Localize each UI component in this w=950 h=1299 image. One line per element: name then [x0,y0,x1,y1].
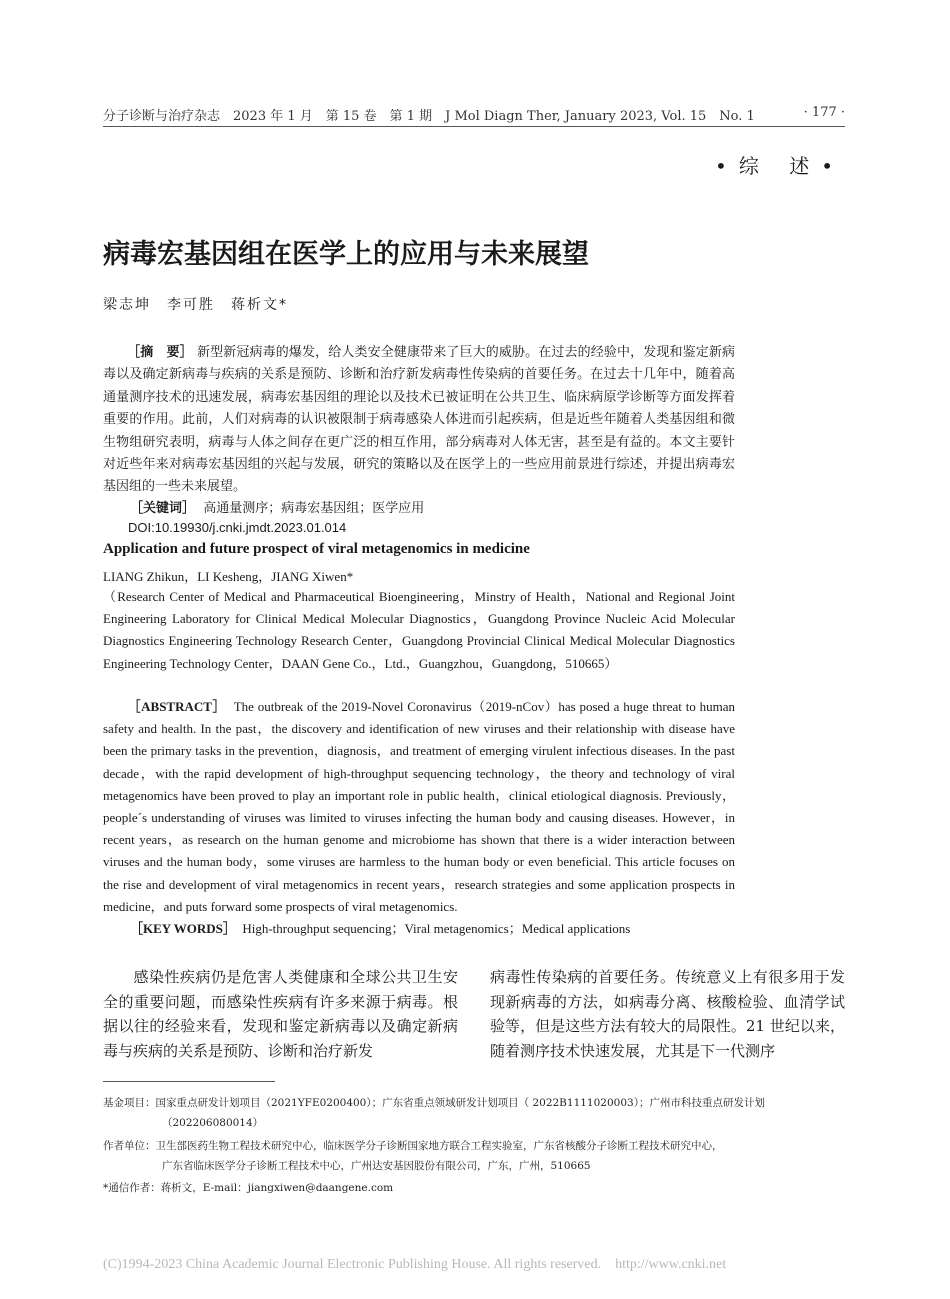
body-column-right: 病毒性传染病的首要任务。传统意义上有很多用于发现新病毒的方法，如病毒分离、核酸检验、血清学试验等，但是这些方法有较大的局限性。21 世纪以来，随着测序技术快速发展，尤其是下一代测序 [490,968,845,1060]
body-column-left [103,965,458,1063]
page-number: · 177 · [803,105,845,120]
keywords-cn [130,497,424,516]
keywords-cn-label: ［关键词］ [130,501,196,516]
keywords-cn-text: 高通量测序；病毒宏基因组；医学应用 [203,501,425,516]
journal-info: 分子诊断与治疗杂志 2023 年 1 月 第 15 卷 第 1 期 J Mol Diagn Ther, January 2023, Vol. 15 No. 1 [103,109,755,124]
copyright-footer: (C)1994-2023 China Academic Journal Electronic Publishing House. All rights reserved. http://www.cnki.net [103,1257,727,1272]
article-title: 病毒宏基因组在医学上的应用与未来展望 [103,239,589,270]
footnote-fund: 基金项目：国家重点研发计划项目（2021YFE0200400）；广东省重点领域研发计划项目（ 2022B1111020003）；广州市科技重点研发计划 [103,1097,765,1109]
header-rule [103,126,845,127]
abstract-en-label: ［ABSTRACT］ [127,699,227,714]
abstract-cn [103,342,735,499]
abstract-en-text: The outbreak of the 2019-Novel Coronavirus（2019-nCov）has posed a huge threat to human safety and health. In the past，the discovery and identification of new viruses and their relationship with disease have been the primary tasks in the prevention，diagnosis，and treatment of emerging virulent infectious diseases. In the past decade，with the rapid development of high-throughput sequencing technology，the theory and technology of viral metagenomics have been proved to play an important role in public health，clinical etiological diagnosis. Previously，people´s understanding of viruses was limited to viruses infecting the human body and causing diseases. However，in recent years，as research on the human genome and microbiome has shown that there is a wider interaction between viruses and the human body，some viruses are harmless to the human body or even beneficial. This article focuses on the rise and development of viral metagenomics in recent years，research strategies and some application prospects in medicine，and puts forward some prospects of viral metagenomics. [103,699,736,914]
keywords-en-text: High-throughput sequencing；Viral metagenomics；Medical applications [242,921,631,936]
english-authors: LIANG Zhikun，LI Kesheng，JIANG Xiwen* [103,569,354,584]
footnote-corresponding: *通信作者：蒋析文，E-mail：jiangxiwen@daangene.com [103,1182,394,1194]
keywords-en-label: ［KEY WORDS］ [130,921,236,936]
section-tag: •综 述• [715,154,845,178]
footnote-rule [103,1081,275,1082]
affiliation: （Research Center of Medical and Pharmaceutical Bioengineering，Minstry of Health，National and Regional Joint Engineering Laboratory for Clinical Medical Molecular Diagnostics，Guangdong Province Nucleic Acid Molecular Diagnostics Engineering Technology Research Center，Guangdong Provincial Clinical Medical Molecular Diagnostics Engineering Technology Center，DAAN Gene Co.，Ltd.，Guangzhou，Guangdong，510665） [103,589,735,671]
authors-cn: 梁志坤 李可胜 蒋析文* [103,297,288,313]
abstract-cn-text: 新型新冠病毒的爆发，给人类安全健康带来了巨大的威胁。在过去的经验中，发现和鉴定新病毒以及确定新病毒与疾病的关系是预防、诊断和治疗新发病毒性传染病的首要任务。在过去十几年中，随着高通量测序技术的迅速发展，病毒宏基因组的理论以及技术已被证明在公共卫生、临床病原学诊断等方面发挥着重要的作用。此前，人们对病毒的认识被限制于病毒感染人体进而引起疾病，但是近些年随着人类基因组和微生物组研究表明，病毒与人体之间存在更广泛的相互作用，部分病毒对人体无害，甚至是有益的。本文主要针对近些年来对病毒宏基因组的兴起与发展，研究的策略以及在医学上的一些应用前景进行综述，并提出病毒宏基因组的一些未来展望。 [103,345,735,495]
footnote-unit: 作者单位：卫生部医药生物工程技术研究中心，临床医学分子诊断国家地方联合工程实验室，广东省核酸分子诊断工程技术研究中心， [103,1140,723,1152]
keywords-en [130,918,630,937]
doi: DOI:10.19930/j.cnki.jmdt.2023.01.014 [128,520,347,535]
abstract-cn-label: ［摘 要］ [127,345,193,360]
abstract-en [103,696,735,918]
running-header [103,105,845,124]
english-title: Application and future prospect of viral metagenomics in medicine [103,541,530,557]
footnote-fund-cont: （202206080014） [162,1117,264,1129]
footnote-unit-cont: 广东省临床医学分子诊断工程技术中心，广州达安基因股份有限公司，广东，广州，510665 [162,1160,591,1172]
body-left-text: 感染性疾病仍是危害人类健康和全球公共卫生安全的重要问题，而感染性疾病有许多来源于病毒。根据以往的经验来看，发现和鉴定新病毒以及确定新病毒与疾病的关系是预防、诊断和治疗新发 [103,968,458,1060]
